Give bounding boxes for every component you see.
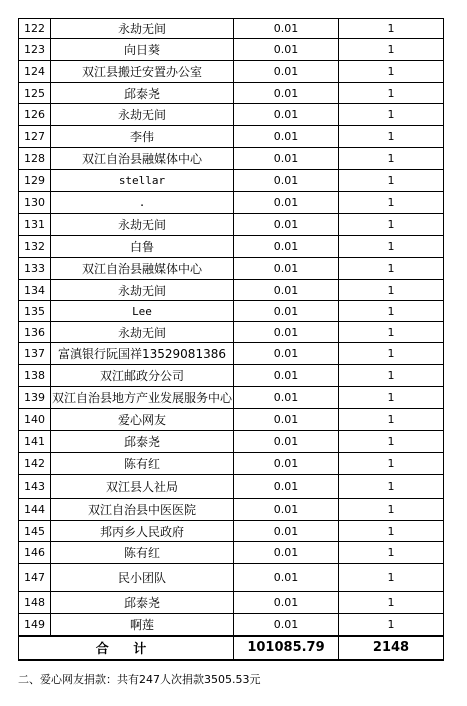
table-row [19, 431, 444, 453]
donation-amount: 0.01 [234, 521, 339, 542]
donor-name: 陈有红 [51, 542, 234, 564]
donation-count: 1 [339, 104, 444, 126]
donation-count: 1 [339, 592, 444, 614]
row-number: 130 [19, 192, 51, 214]
donor-name: 邦丙乡人民政府 [51, 521, 234, 542]
row-number: 136 [19, 322, 51, 343]
donor-name: 白鲁 [51, 236, 234, 258]
table-row [19, 301, 444, 322]
donation-rows [19, 19, 444, 636]
donor-name: Lee [51, 301, 234, 322]
donation-amount: 0.01 [234, 280, 339, 301]
row-number: 144 [19, 499, 51, 521]
donation-amount: 0.01 [234, 126, 339, 148]
row-number: 148 [19, 592, 51, 614]
donation-amount: 0.01 [234, 170, 339, 192]
table-row [19, 104, 444, 126]
row-number: 140 [19, 409, 51, 431]
row-number: 123 [19, 39, 51, 61]
table-row [19, 614, 444, 636]
row-number: 141 [19, 431, 51, 453]
table-row [19, 499, 444, 521]
row-number: 126 [19, 104, 51, 126]
donation-amount: 0.01 [234, 19, 339, 39]
donation-amount: 0.01 [234, 258, 339, 280]
donation-amount: 0.01 [234, 301, 339, 322]
donation-count: 1 [339, 365, 444, 387]
table-row [19, 521, 444, 542]
donor-name: 陈有红 [51, 453, 234, 475]
donation-amount: 0.01 [234, 475, 339, 499]
row-number: 138 [19, 365, 51, 387]
donation-amount: 0.01 [234, 564, 339, 592]
total-amount: 101085.79 [234, 636, 339, 660]
donation-table [18, 18, 444, 661]
table-row [19, 83, 444, 104]
donor-name: 永劫无间 [51, 19, 234, 39]
donation-amount: 0.01 [234, 614, 339, 636]
donor-name: 永劫无间 [51, 104, 234, 126]
row-number: 147 [19, 564, 51, 592]
donor-name: 邱泰尧 [51, 431, 234, 453]
donation-count: 1 [339, 343, 444, 365]
table-row [19, 280, 444, 301]
donation-count: 1 [339, 280, 444, 301]
donation-amount: 0.01 [234, 322, 339, 343]
donation-count: 1 [339, 542, 444, 564]
donation-amount: 0.01 [234, 365, 339, 387]
donation-count: 1 [339, 19, 444, 39]
table-row [19, 322, 444, 343]
donation-count: 1 [339, 214, 444, 236]
row-number: 137 [19, 343, 51, 365]
donor-name: 永劫无间 [51, 280, 234, 301]
donor-name: 邱泰尧 [51, 592, 234, 614]
row-number: 142 [19, 453, 51, 475]
row-number: 125 [19, 83, 51, 104]
row-number: 146 [19, 542, 51, 564]
donor-name: 双江自治县地方产业发展服务中心 [51, 387, 234, 409]
table-row [19, 19, 444, 39]
row-number: 145 [19, 521, 51, 542]
table-row [19, 236, 444, 258]
donation-amount: 0.01 [234, 453, 339, 475]
table-row [19, 343, 444, 365]
row-number: 143 [19, 475, 51, 499]
row-number: 132 [19, 236, 51, 258]
row-number: 127 [19, 126, 51, 148]
donation-amount: 0.01 [234, 409, 339, 431]
donor-name: 向日葵 [51, 39, 234, 61]
donation-count: 1 [339, 453, 444, 475]
donation-count: 1 [339, 39, 444, 61]
donation-count: 1 [339, 409, 444, 431]
donation-amount: 0.01 [234, 39, 339, 61]
row-number: 129 [19, 170, 51, 192]
donation-count: 1 [339, 521, 444, 542]
donation-amount: 0.01 [234, 148, 339, 170]
donation-count: 1 [339, 192, 444, 214]
row-number: 128 [19, 148, 51, 170]
donation-amount: 0.01 [234, 83, 339, 104]
donation-amount: 0.01 [234, 236, 339, 258]
donation-count: 1 [339, 126, 444, 148]
donation-count: 1 [339, 258, 444, 280]
donation-count: 1 [339, 170, 444, 192]
donation-count: 1 [339, 148, 444, 170]
donation-amount: 0.01 [234, 499, 339, 521]
row-number: 124 [19, 61, 51, 83]
table-row [19, 564, 444, 592]
donor-name: 双江邮政分公司 [51, 365, 234, 387]
table-row [19, 192, 444, 214]
table-row [19, 214, 444, 236]
row-number: 134 [19, 280, 51, 301]
table-row [19, 475, 444, 499]
donation-count: 1 [339, 431, 444, 453]
donor-name: 双江自治县融媒体中心 [51, 148, 234, 170]
total-count: 2148 [339, 636, 444, 660]
donation-amount: 0.01 [234, 104, 339, 126]
donor-name: 李伟 [51, 126, 234, 148]
donor-name: 永劫无间 [51, 322, 234, 343]
donor-name: stellar [51, 170, 234, 192]
table-row [19, 453, 444, 475]
table-row [19, 542, 444, 564]
donation-count: 1 [339, 322, 444, 343]
donation-amount: 0.01 [234, 214, 339, 236]
donation-amount: 0.01 [234, 431, 339, 453]
row-number: 131 [19, 214, 51, 236]
donation-amount: 0.01 [234, 192, 339, 214]
donation-count: 1 [339, 564, 444, 592]
donor-name: 富滇银行阮国祥13529081386 [51, 343, 234, 365]
donor-name: 爱心网友 [51, 409, 234, 431]
table-row [19, 365, 444, 387]
table-row [19, 592, 444, 614]
donation-count: 1 [339, 614, 444, 636]
row-number: 135 [19, 301, 51, 322]
donation-count: 1 [339, 499, 444, 521]
table-row [19, 39, 444, 61]
table-row [19, 258, 444, 280]
donor-name: 双江自治县融媒体中心 [51, 258, 234, 280]
row-number: 133 [19, 258, 51, 280]
row-number: 139 [19, 387, 51, 409]
donation-count: 1 [339, 301, 444, 322]
donor-name: 双江县人社局 [51, 475, 234, 499]
table-row [19, 409, 444, 431]
table-row [19, 61, 444, 83]
donation-amount: 0.01 [234, 61, 339, 83]
donation-count: 1 [339, 61, 444, 83]
donation-count: 1 [339, 387, 444, 409]
donor-name: . [51, 192, 234, 214]
table-row [19, 170, 444, 192]
donor-name: 民小团队 [51, 564, 234, 592]
table-row [19, 148, 444, 170]
total-row [19, 636, 444, 660]
donation-amount: 0.01 [234, 542, 339, 564]
donor-name: 永劫无间 [51, 214, 234, 236]
donation-amount: 0.01 [234, 387, 339, 409]
footnote: 二、爱心网友捐款：共有247人次捐款3505.53元 [18, 673, 261, 686]
donor-name: 双江县搬迁安置办公室 [51, 61, 234, 83]
donation-amount: 0.01 [234, 592, 339, 614]
table-row [19, 387, 444, 409]
donation-amount: 0.01 [234, 343, 339, 365]
total-label: 合 计 [19, 636, 234, 660]
row-number: 122 [19, 19, 51, 39]
donation-count: 1 [339, 236, 444, 258]
table-row [19, 126, 444, 148]
row-number: 149 [19, 614, 51, 636]
donor-name: 啊莲 [51, 614, 234, 636]
donor-name: 邱泰尧 [51, 83, 234, 104]
donation-count: 1 [339, 83, 444, 104]
donation-count: 1 [339, 475, 444, 499]
donor-name: 双江自治县中医医院 [51, 499, 234, 521]
